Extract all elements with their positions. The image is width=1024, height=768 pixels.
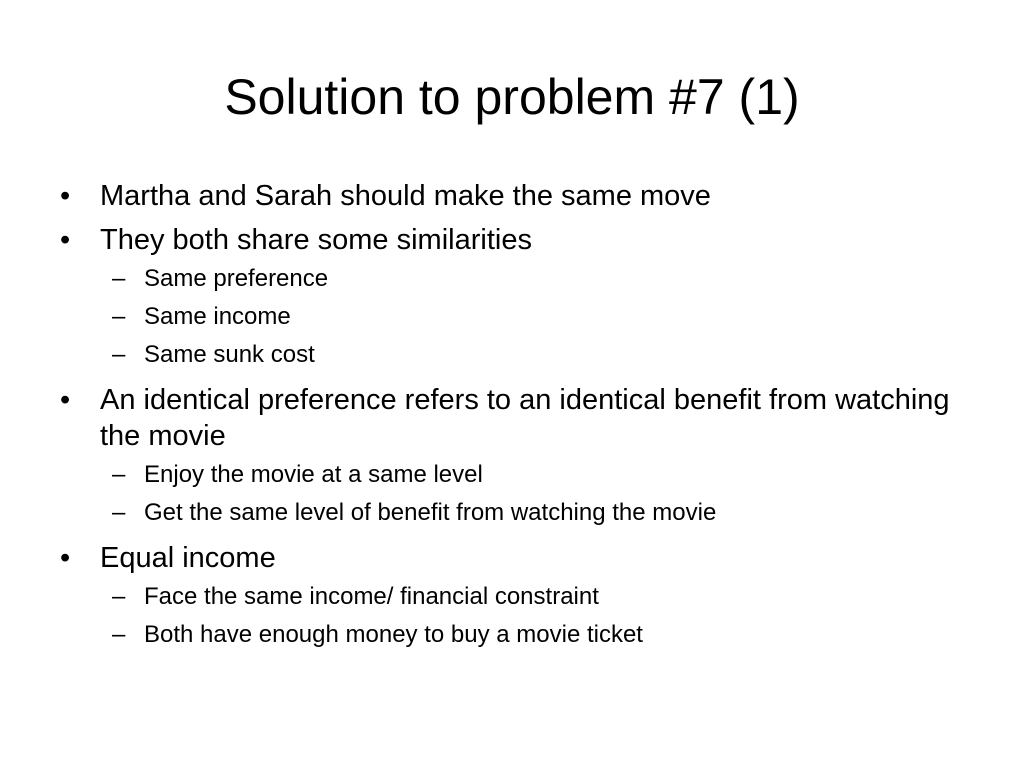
sub-item <box>60 336 970 374</box>
bullet-item <box>60 382 970 454</box>
bullet-text: They both share some similarities <box>100 224 532 256</box>
sub-text: Both have enough money to buy a movie ticket <box>144 621 643 648</box>
sub-list <box>60 260 970 374</box>
slide-title: Solution to problem #7 (1) <box>224 69 800 125</box>
sub-text: Same preference <box>144 265 329 292</box>
bullet-text: An identical preference refers to an identical benefit from watching the movie <box>100 384 950 452</box>
sub-item <box>60 260 970 298</box>
sub-list <box>60 456 970 532</box>
sub-text: Same sunk cost <box>144 341 315 368</box>
sub-item <box>60 494 970 532</box>
dash-icon: – <box>112 583 126 610</box>
dash-icon: – <box>112 499 126 526</box>
dash-icon: – <box>112 265 126 292</box>
bullet-dot-icon: • <box>60 180 71 212</box>
bullet-text: Martha and Sarah should make the same move <box>100 180 711 212</box>
sub-text: Face the same income/ financial constraint <box>144 583 599 610</box>
sub-text: Enjoy the movie at a same level <box>144 461 483 488</box>
bullet-list <box>60 178 970 656</box>
bullet-dot-icon: • <box>60 224 71 256</box>
sub-item <box>60 578 970 616</box>
sub-item <box>60 616 970 654</box>
dash-icon: – <box>112 303 126 330</box>
bullet-dot-icon: • <box>60 384 71 416</box>
bullet-item <box>60 540 970 576</box>
sub-text: Get the same level of benefit from watching the movie <box>144 499 717 526</box>
sub-list <box>60 578 970 654</box>
bullet-text: Equal income <box>100 542 276 574</box>
sub-text: Same income <box>144 303 291 330</box>
sub-item <box>60 298 970 336</box>
bullet-item <box>60 222 970 258</box>
bullet-dot-icon: • <box>60 542 71 574</box>
dash-icon: – <box>112 621 126 648</box>
dash-icon: – <box>112 461 126 488</box>
bullet-item <box>60 178 970 214</box>
sub-item <box>60 456 970 494</box>
dash-icon: – <box>112 341 126 368</box>
